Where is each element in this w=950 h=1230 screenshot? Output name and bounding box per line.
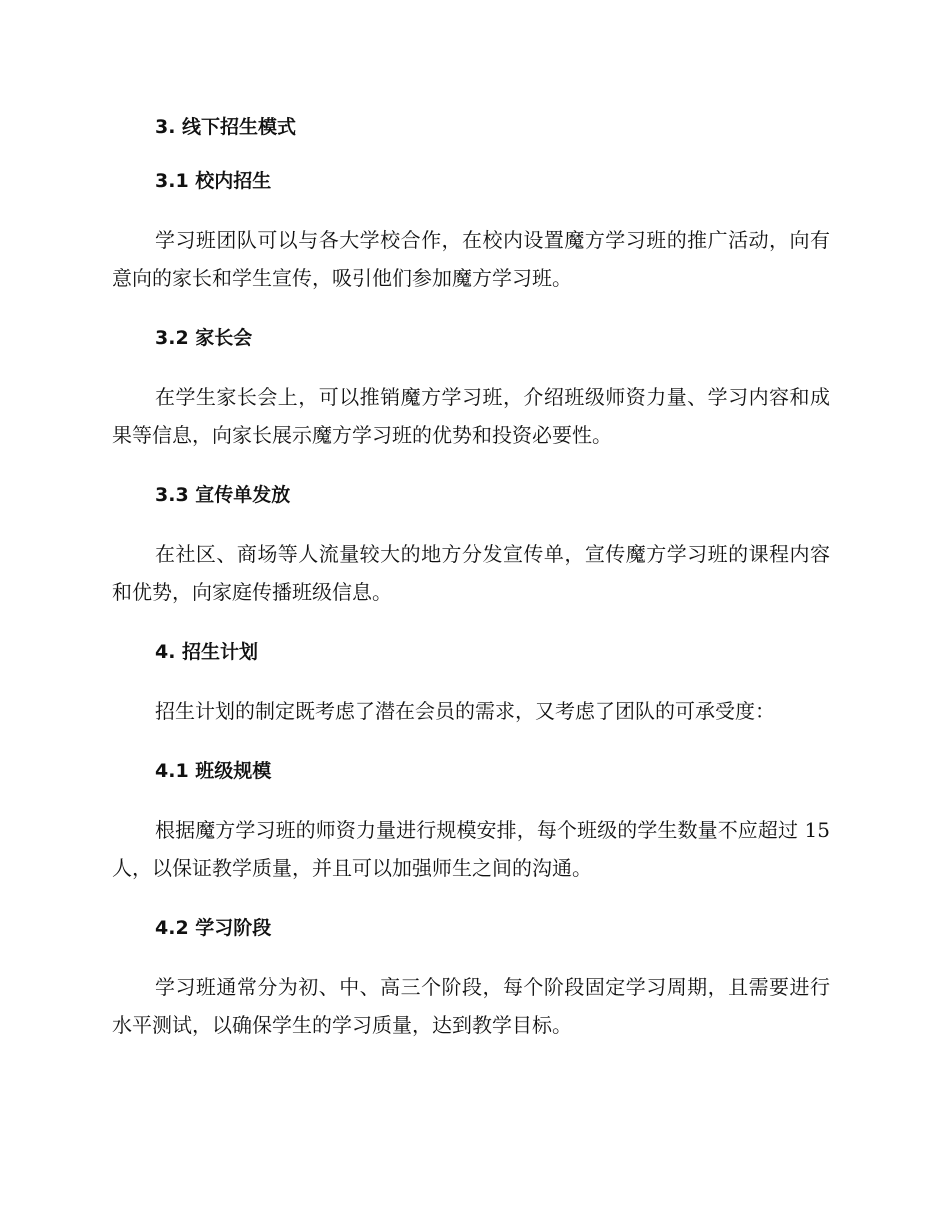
section-heading-4-1: 4.1 班级规模 [155, 760, 272, 782]
section-paragraph-3-3: 在社区、商场等人流量较大的地方分发宣传单，宣传魔方学习班的课程内容和优势，向家庭传播班级信息。 [112, 542, 830, 604]
section-heading-3-1: 3.1 校内招生 [155, 170, 272, 192]
section-paragraph-3-1: 学习班团队可以与各大学校合作，在校内设置魔方学习班的推广活动，向有意向的家长和学生宣传，吸引他们参加魔方学习班。 [112, 228, 830, 290]
section-heading-4: 4. 招生计划 [155, 641, 259, 663]
section-paragraph-4: 招生计划的制定既考虑了潜在会员的需求，又考虑了团队的可承受度： [155, 699, 775, 723]
section-heading-3-3: 3.3 宣传单发放 [155, 484, 291, 506]
section-paragraph-4-1: 根据魔方学习班的师资力量进行规模安排，每个班级的学生数量不应超过 15 人，以保证教学质量，并且可以加强师生之间的沟通。 [112, 818, 830, 880]
document-body [112, 112, 830, 1044]
section-paragraph-3-2: 在学生家长会上，可以推销魔方学习班，介绍班级师资力量、学习内容和成果等信息，向家长展示魔方学习班的优势和投资必要性。 [112, 385, 830, 447]
section-heading-4-2: 4.2 学习阶段 [155, 917, 272, 939]
section-paragraph-4-2: 学习班通常分为初、中、高三个阶段，每个阶段固定学习周期，且需要进行水平测试，以确保学生的学习质量，达到教学目标。 [112, 975, 830, 1037]
section-heading-3: 3. 线下招生模式 [155, 116, 297, 138]
section-heading-3-2: 3.2 家长会 [155, 327, 253, 349]
